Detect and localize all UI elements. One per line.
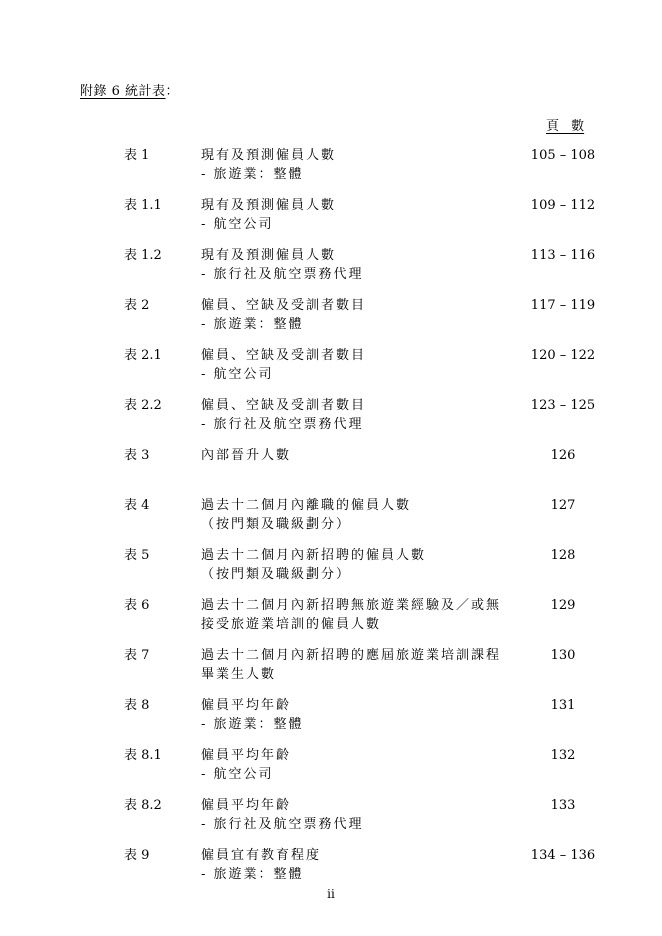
table-title-line2: - 旅遊業：整體 [201, 167, 304, 182]
table-pages: 134 – 136 [530, 848, 596, 863]
table-row [0, 246, 662, 296]
table-pages: 130 [550, 648, 576, 663]
table-title-line2: - 旅遊業：整體 [201, 867, 304, 882]
section-heading-colon: ： [165, 84, 180, 99]
table-pages: 129 [550, 598, 576, 613]
table-label: 表 8.2 [124, 798, 162, 813]
table-label: 表 3 [124, 448, 150, 463]
table-title-line1: 僱員、空缺及受訓者數目 [201, 398, 367, 413]
table-title-line1: 僱員平均年齡 [201, 748, 292, 763]
table-label: 表 4 [124, 498, 150, 513]
table-label: 表 1 [124, 148, 150, 163]
page-number: ii [327, 887, 335, 901]
table-row [0, 296, 662, 346]
table-title [201, 296, 531, 334]
table-pages: 109 – 112 [530, 198, 596, 213]
table-pages: 113 – 116 [530, 248, 596, 263]
table-pages: 126 [550, 448, 576, 463]
table-row [0, 696, 662, 746]
table-title [201, 596, 531, 634]
table-pages: 105 – 108 [530, 148, 596, 163]
table-title [201, 246, 531, 284]
table-title-line2: - 旅行社及航空票務代理 [201, 267, 364, 282]
table-title-line1: 僱員平均年齡 [201, 698, 292, 713]
table-label: 表 2.2 [124, 398, 162, 413]
table-label: 表 6 [124, 598, 150, 613]
table-title-line2: 畢業生人數 [201, 667, 277, 682]
table-title-line2: - 旅遊業：整體 [201, 317, 304, 332]
table-label: 表 1.1 [124, 198, 162, 213]
table-title-line2: - 旅行社及航空票務代理 [201, 817, 364, 832]
table-title [201, 346, 531, 384]
table-pages: 128 [550, 548, 576, 563]
table-title-line1: 現有及預測僱員人數 [201, 198, 337, 213]
table-row [0, 446, 662, 496]
table-label: 表 8 [124, 698, 150, 713]
table-title-line2: - 航空公司 [201, 767, 274, 782]
pages-column-header: 頁 數 [546, 119, 585, 134]
table-title-line1: 過去十二個月內新招聘的應屆旅遊業培訓課程 [201, 648, 502, 663]
table-list [0, 146, 662, 896]
table-row [0, 346, 662, 396]
table-title-line1: 僱員、空缺及受訓者數目 [201, 348, 367, 363]
table-pages: 127 [550, 498, 576, 513]
table-row [0, 596, 662, 646]
table-pages: 117 – 119 [530, 298, 596, 313]
table-title [201, 796, 531, 834]
table-label: 表 9 [124, 848, 150, 863]
table-row [0, 146, 662, 196]
table-row [0, 796, 662, 846]
table-title-line2: （按門類及職級劃分） [201, 517, 352, 532]
table-row [0, 496, 662, 546]
table-title-line1: 現有及預測僱員人數 [201, 248, 337, 263]
table-title [201, 146, 531, 184]
table-label: 表 2.1 [124, 348, 162, 363]
table-pages: 120 – 122 [530, 348, 596, 363]
table-title [201, 746, 531, 784]
table-pages: 132 [550, 748, 576, 763]
table-title-line1: 現有及預測僱員人數 [201, 148, 337, 163]
table-title-line1: 僱員、空缺及受訓者數目 [201, 298, 367, 313]
table-label: 表 5 [124, 548, 150, 563]
table-title-line1: 過去十二個月內離職的僱員人數 [201, 498, 412, 513]
table-title-line2: 接受旅遊業培訓的僱員人數 [201, 617, 382, 632]
section-heading [80, 80, 179, 99]
table-title-line1: 過去十二個月內新招聘的僱員人數 [201, 548, 427, 563]
table-title [201, 196, 531, 234]
table-title [201, 546, 531, 584]
table-title-line1: 僱員平均年齡 [201, 798, 292, 813]
table-title [201, 696, 531, 734]
table-row [0, 646, 662, 696]
table-title-line1: 僱員宜有教育程度 [201, 848, 322, 863]
table-label: 表 7 [124, 648, 150, 663]
table-pages: 123 – 125 [530, 398, 596, 413]
table-pages: 131 [550, 698, 576, 713]
table-title [201, 496, 531, 534]
table-title-line1: 內部晉升人數 [201, 448, 292, 463]
table-title [201, 646, 531, 684]
table-row [0, 196, 662, 246]
table-title-line2: - 旅行社及航空票務代理 [201, 417, 364, 432]
table-title-line2: - 旅遊業：整體 [201, 717, 304, 732]
table-row [0, 746, 662, 796]
section-heading-text: 附錄 6 統計表 [80, 84, 166, 99]
table-label: 表 2 [124, 298, 150, 313]
table-title-line1: 過去十二個月內新招聘無旅遊業經驗及／或無 [201, 598, 502, 613]
table-title-line2: - 航空公司 [201, 217, 274, 232]
table-pages: 133 [550, 798, 576, 813]
table-title [201, 446, 531, 465]
table-row [0, 396, 662, 446]
table-row [0, 546, 662, 596]
table-title-line2: （按門類及職級劃分） [201, 567, 352, 582]
table-label: 表 8.1 [124, 748, 162, 763]
table-title-line2: - 航空公司 [201, 367, 274, 382]
table-title [201, 846, 531, 884]
table-title [201, 396, 531, 434]
table-label: 表 1.2 [124, 248, 162, 263]
